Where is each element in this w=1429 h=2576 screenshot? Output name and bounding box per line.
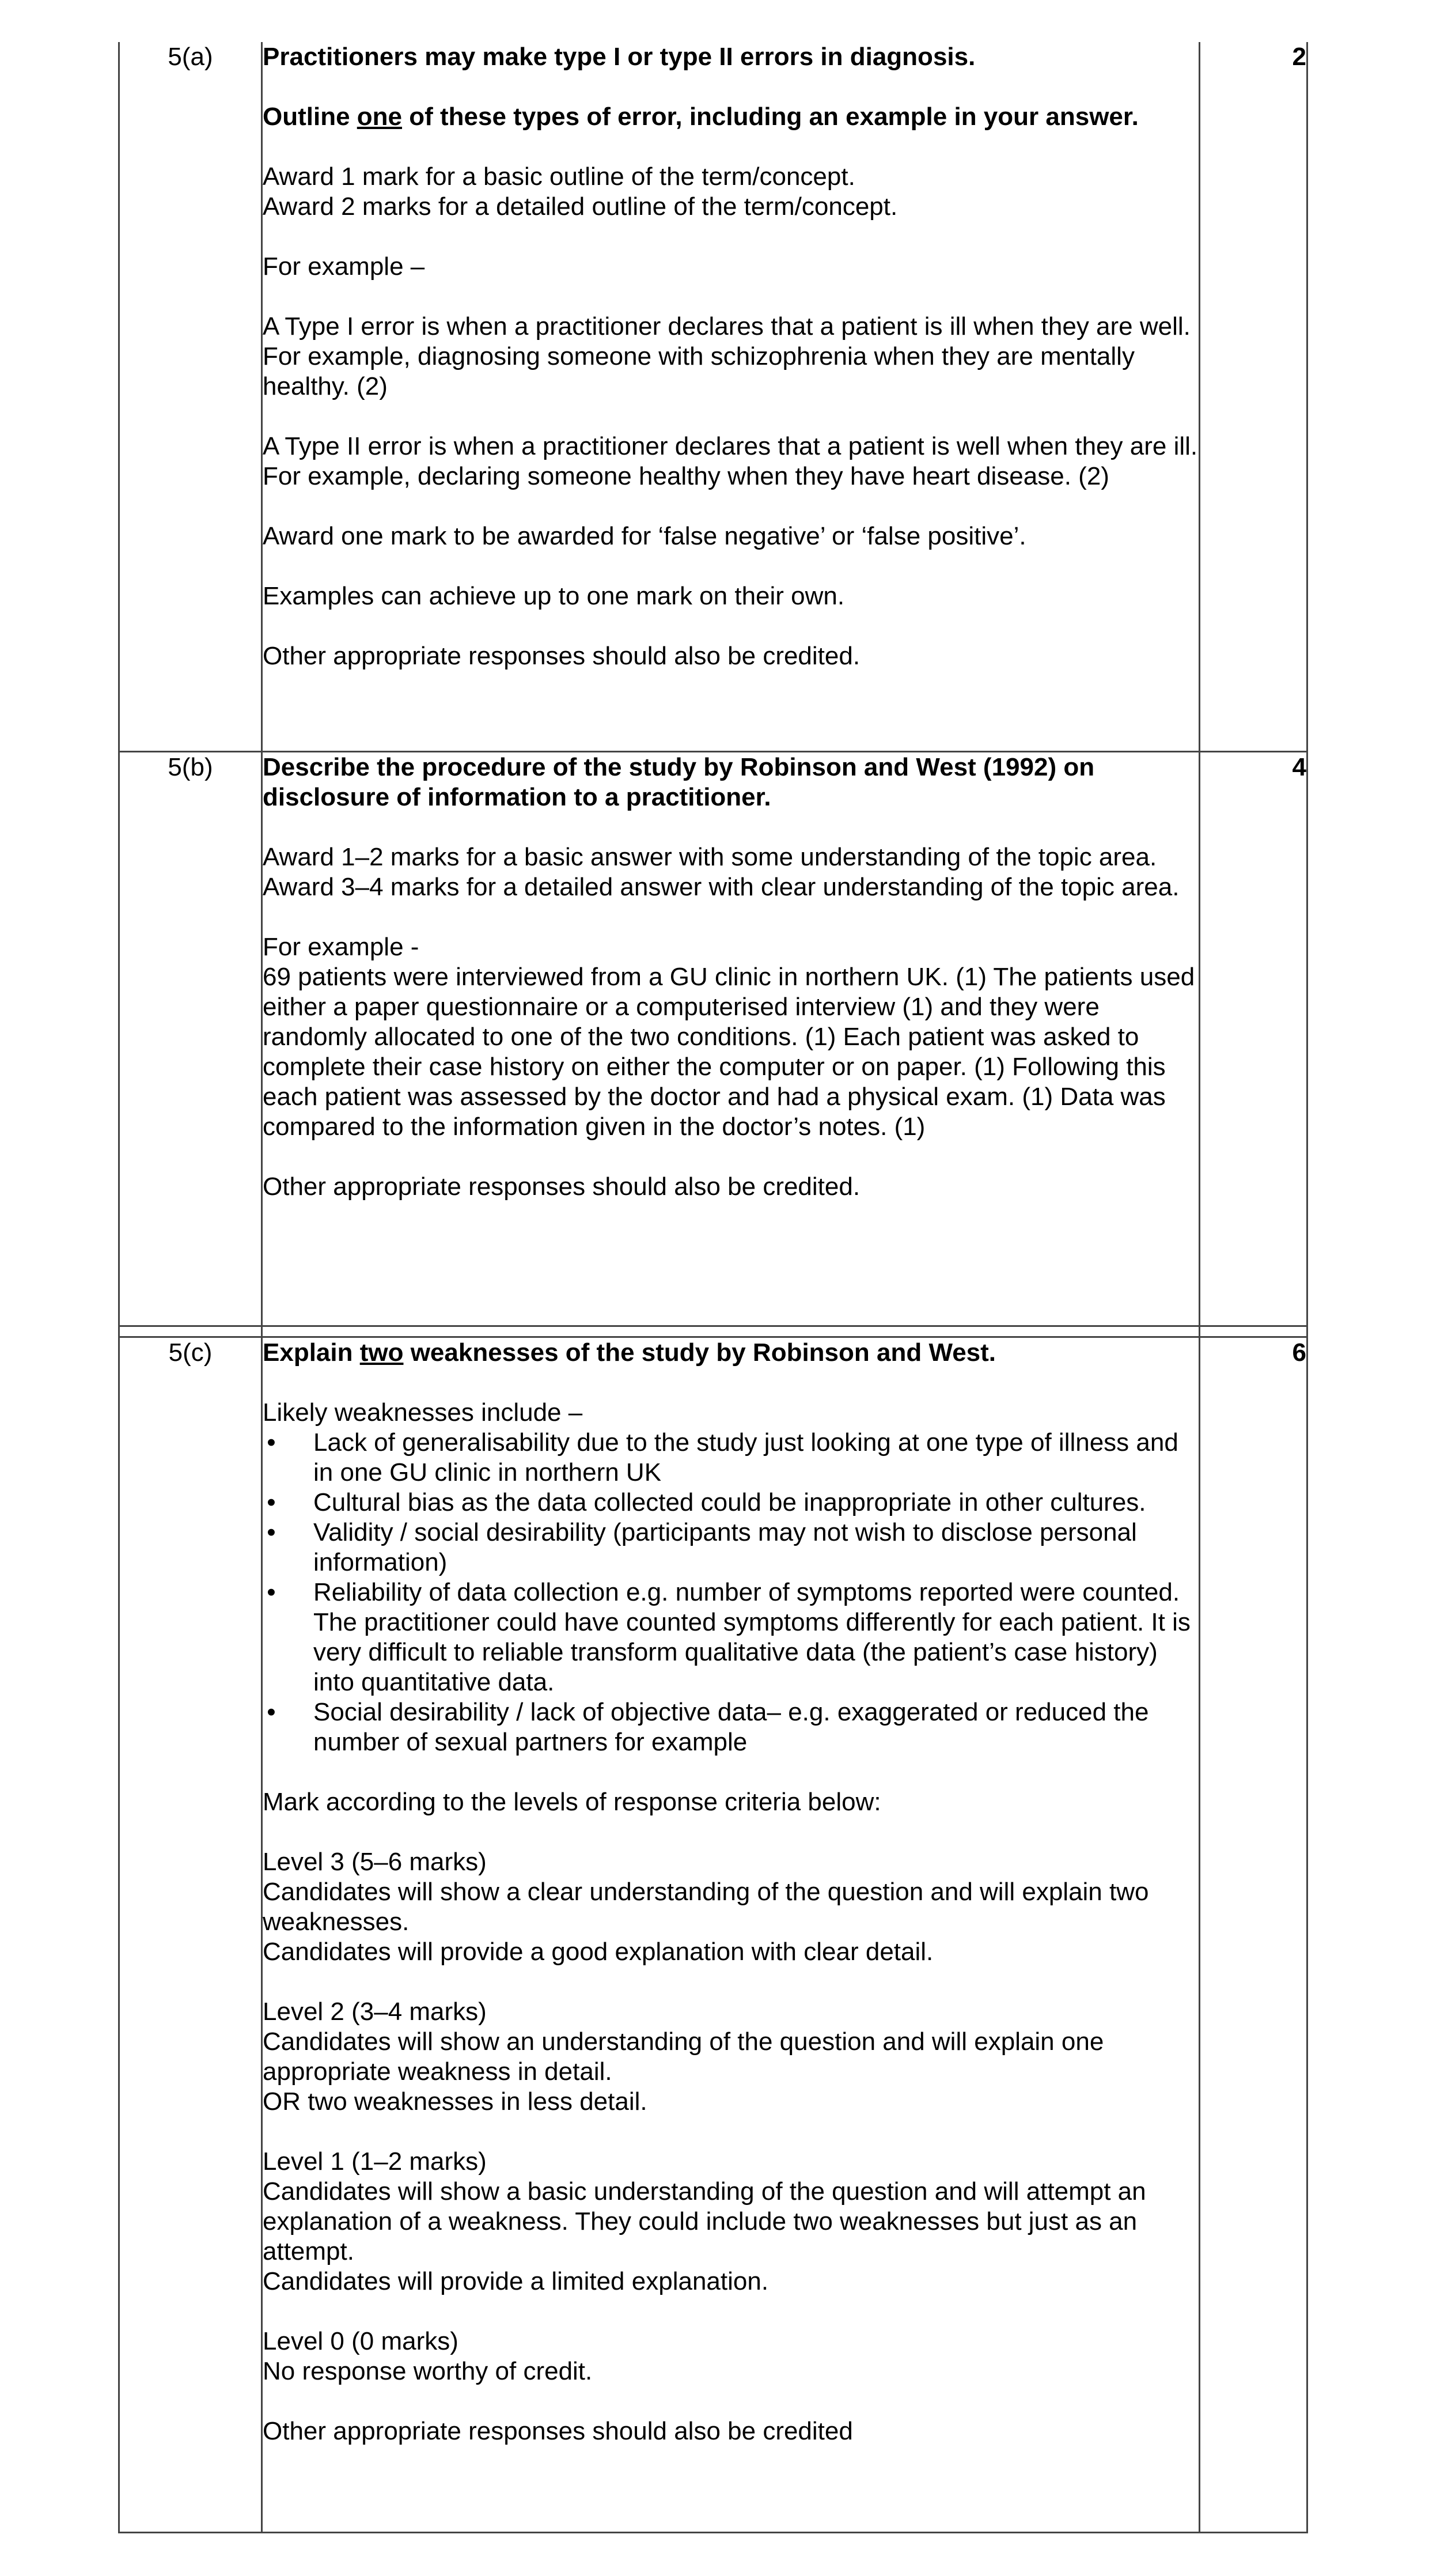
example-answer: A Type II error is when a practitioner declares that a patient is well when they are ill. For example, declaring someone healthy when they have heart disease. (2) [263,432,1198,490]
level-2-descriptor: OR two weaknesses in less detail. [263,2087,647,2116]
level-2-title: Level 2 (3–4 marks) [263,1998,487,2026]
marking-note: Award one mark to be awarded for ‘false negative’ or ‘false positive’. [263,522,1026,550]
example-answer: 69 patients were interviewed from a GU clinic in northern UK. (1) The patients used either a paper questionnaire or a computerised interview (1) and they were randomly allocated to one of the two conditions. (1) Each patient was asked to complete their case history on either the computer or on paper. (1) Following this each patient was assessed by the doctor and had a physical exam. (1) Data was compared to the information given in the doctor’s notes. (1) [263,963,1195,1141]
level-1-descriptor: Candidates will show a basic understanding of the question and will attempt an explanation of a weakness. They could include two weaknesses but just as an attempt. [263,2177,1146,2265]
level-3-title: Level 3 (5–6 marks) [263,1848,487,1876]
marking-note: Examples can achieve up to one mark on their own. [263,582,845,610]
question-row-5a [119,42,1307,752]
other-responses-note: Other appropriate responses should also be credited. [263,1172,861,1201]
example-heading: For example – [263,252,425,281]
level-1-descriptor: Candidates will provide a limited explanation. [263,2267,769,2295]
level-3-descriptor: Candidates will show a clear understanding of the question and will explain two weaknesses. [263,1878,1149,1936]
level-3-descriptor: Candidates will provide a good explanation with clear detail. [263,1938,934,1966]
level-2-descriptor: Candidates will show an understanding of the question and will explain one appropriate weakness in detail. [263,2027,1104,2086]
list-item: • Cultural bias as the data collected could be inappropriate in other cultures. [263,1488,1199,1518]
bullet-icon: • [267,1488,276,1516]
bullet-icon: • [267,1698,276,1726]
mark-scheme-table [118,42,1308,2533]
marks-value: 6 [1200,1337,1307,2533]
other-responses-note: Other appropriate responses should also be credited [263,2417,853,2445]
question-number: 5(a) [119,42,262,752]
example-heading: For example - [263,933,419,961]
underlined-word: two [359,1338,404,1367]
list-item: • Lack of generalisability due to the study just looking at one type of illness and in one GU clinic in northern UK [263,1428,1199,1488]
question-number: 5(b) [119,752,262,1326]
question-row-5b [119,752,1307,1326]
level-0-title: Level 0 (0 marks) [263,2327,458,2355]
question-instruction: Outline one of these types of error, including an example in your answer. [263,103,1139,131]
question-row-5c [119,1337,1307,2533]
row-separator [119,1326,1307,1337]
bullet-icon: • [267,1578,276,1606]
question-content [262,42,1200,752]
question-number: 5(c) [119,1337,262,2533]
marks-value: 2 [1200,42,1307,752]
weaknesses-list [263,1428,1199,1757]
bullet-icon: • [267,1428,276,1457]
question-text: Practitioners may make type I or type II errors in diagnosis. [263,43,976,71]
list-item: • Validity / social desirability (participants may not wish to disclose personal information) [263,1518,1199,1578]
question-text: Describe the procedure of the study by Robinson and West (1992) on disclosure of information to a practitioner. [263,753,1095,811]
award-guidance: Award 1–2 marks for a basic answer with some understanding of the topic area. [263,843,1157,871]
bullet-icon: • [267,1518,276,1546]
list-item: • Social desirability / lack of objective data– e.g. exaggerated or reduced the number of sexual partners for example [263,1697,1199,1757]
question-content [262,752,1200,1326]
example-answer: A Type I error is when a practitioner declares that a patient is ill when they are well. For example, diagnosing someone with schizophrenia when they are mentally healthy. (2) [263,312,1191,400]
list-item: • Reliability of data collection e.g. number of symptoms reported were counted. The practitioner could have counted symptoms differently for each patient. It is very difficult to reliable transform qualitative data (the patient’s case history) into quantitative data. [263,1578,1199,1697]
weaknesses-heading: Likely weaknesses include – [263,1398,583,1427]
award-guidance: Award 1 mark for a basic outline of the term/concept. [263,162,855,191]
level-0-descriptor: No response worthy of credit. [263,2357,593,2385]
award-guidance: Award 3–4 marks for a detailed answer with clear understanding of the topic area. [263,873,1180,901]
other-responses-note: Other appropriate responses should also be credited. [263,642,861,670]
marks-value: 4 [1200,752,1307,1326]
underlined-word: one [357,103,403,131]
award-guidance: Award 2 marks for a detailed outline of the term/concept. [263,192,898,221]
question-content [262,1337,1200,2533]
question-text: Explain two weaknesses of the study by Robinson and West. [263,1338,996,1367]
level-1-title: Level 1 (1–2 marks) [263,2147,487,2176]
levels-intro: Mark according to the levels of response criteria below: [263,1788,881,1816]
